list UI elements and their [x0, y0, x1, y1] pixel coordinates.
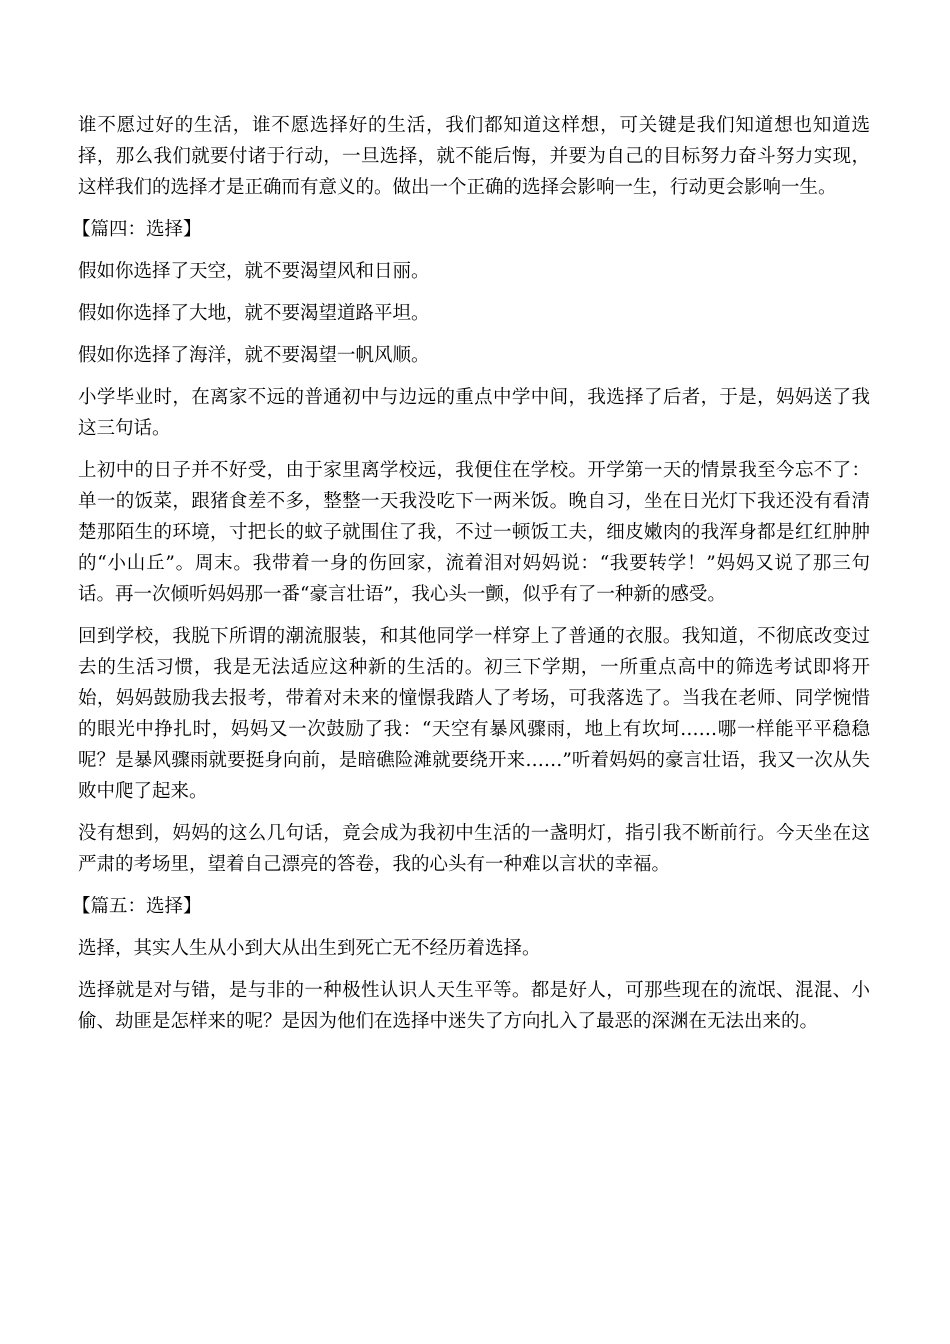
- body-paragraph: 假如你选择了大地，就不要渴望道路平坦。: [78, 303, 430, 324]
- body-paragraph: 小学毕业时，在离家不远的普通初中与边远的重点中学中间，我选择了后者，于是，妈妈送了我这三句话。: [78, 387, 870, 439]
- body-paragraph: 上初中的日子并不好受，由于家里离学校远，我便住在学校。开学第一天的情景我至今忘不了：单一的饭菜，跟猪食差不多，整整一天我没吃下一两米饭。晚自习，坐在日光灯下我还没有看清楚那陌生的环境，寸把长的蚊子就围住了我，不过一顿饭工夫，细皮嫩肉的我浑身都是红红肿肿的“小山丘”。周末。我带着一身的伤回家，流着泪对妈妈说：“我要转学！”妈妈又说了那三句话。再一次倾听妈妈那一番“豪言壮语”，我心头一颤，似乎有了一种新的感受。: [78, 460, 870, 605]
- body-paragraph: 假如你选择了海洋，就不要渴望一帆风顺。: [78, 345, 430, 366]
- body-paragraph: 没有想到，妈妈的这么几句话，竟会成为我初中生活的一盏明灯，指引我不断前行。今天坐在这严肃的考场里，望着自己漂亮的答卷，我的心头有一种难以言状的幸福。: [78, 823, 870, 875]
- body-paragraph: 回到学校，我脱下所谓的潮流服装，和其他同学一样穿上了普通的衣服。我知道，不彻底改变过去的生活习惯，我是无法适应这种新的生活的。初三下学期，一所重点高中的筛选考试即将开始，妈妈鼓励我去报考，带着对未来的憧憬我踏人了考场，可我落选了。当我在老师、同学惋惜的眼光中挣扎时，妈妈又一次鼓励了我：“天空有暴风骤雨，地上有坎坷……哪一样能平平稳稳呢？是暴风骤雨就要挺身向前，是暗礁险滩就要绕开来……”听着妈妈的豪言壮语，我又一次从失败中爬了起来。: [78, 626, 870, 802]
- body-paragraph: 选择，其实人生从小到大从出生到死亡无不经历着选择。: [78, 938, 541, 959]
- body-paragraph: 假如你选择了天空，就不要渴望风和日丽。: [78, 261, 430, 282]
- section-heading: 【篇五：选择】: [72, 896, 202, 917]
- section-heading: 【篇四：选择】: [72, 219, 202, 240]
- document-page: [72, 110, 870, 1048]
- body-paragraph: 选择就是对与错，是与非的一种极性认识人天生平等。都是好人，可那些现在的流氓、混混、小偷、劫匪是怎样来的呢？是因为他们在选择中迷失了方向扎入了最恶的深渊在无法出来的。: [78, 980, 870, 1032]
- body-paragraph: 谁不愿过好的生活，谁不愿选择好的生活，我们都知道这样想，可关键是我们知道想也知道选择，那么我们就要付诸于行动，一旦选择，就不能后悔，并要为自己的目标努力奋斗努力实现，这样我们的选择才是正确而有意义的。做出一个正确的选择会影响一生，行动更会影响一生。: [78, 115, 870, 198]
